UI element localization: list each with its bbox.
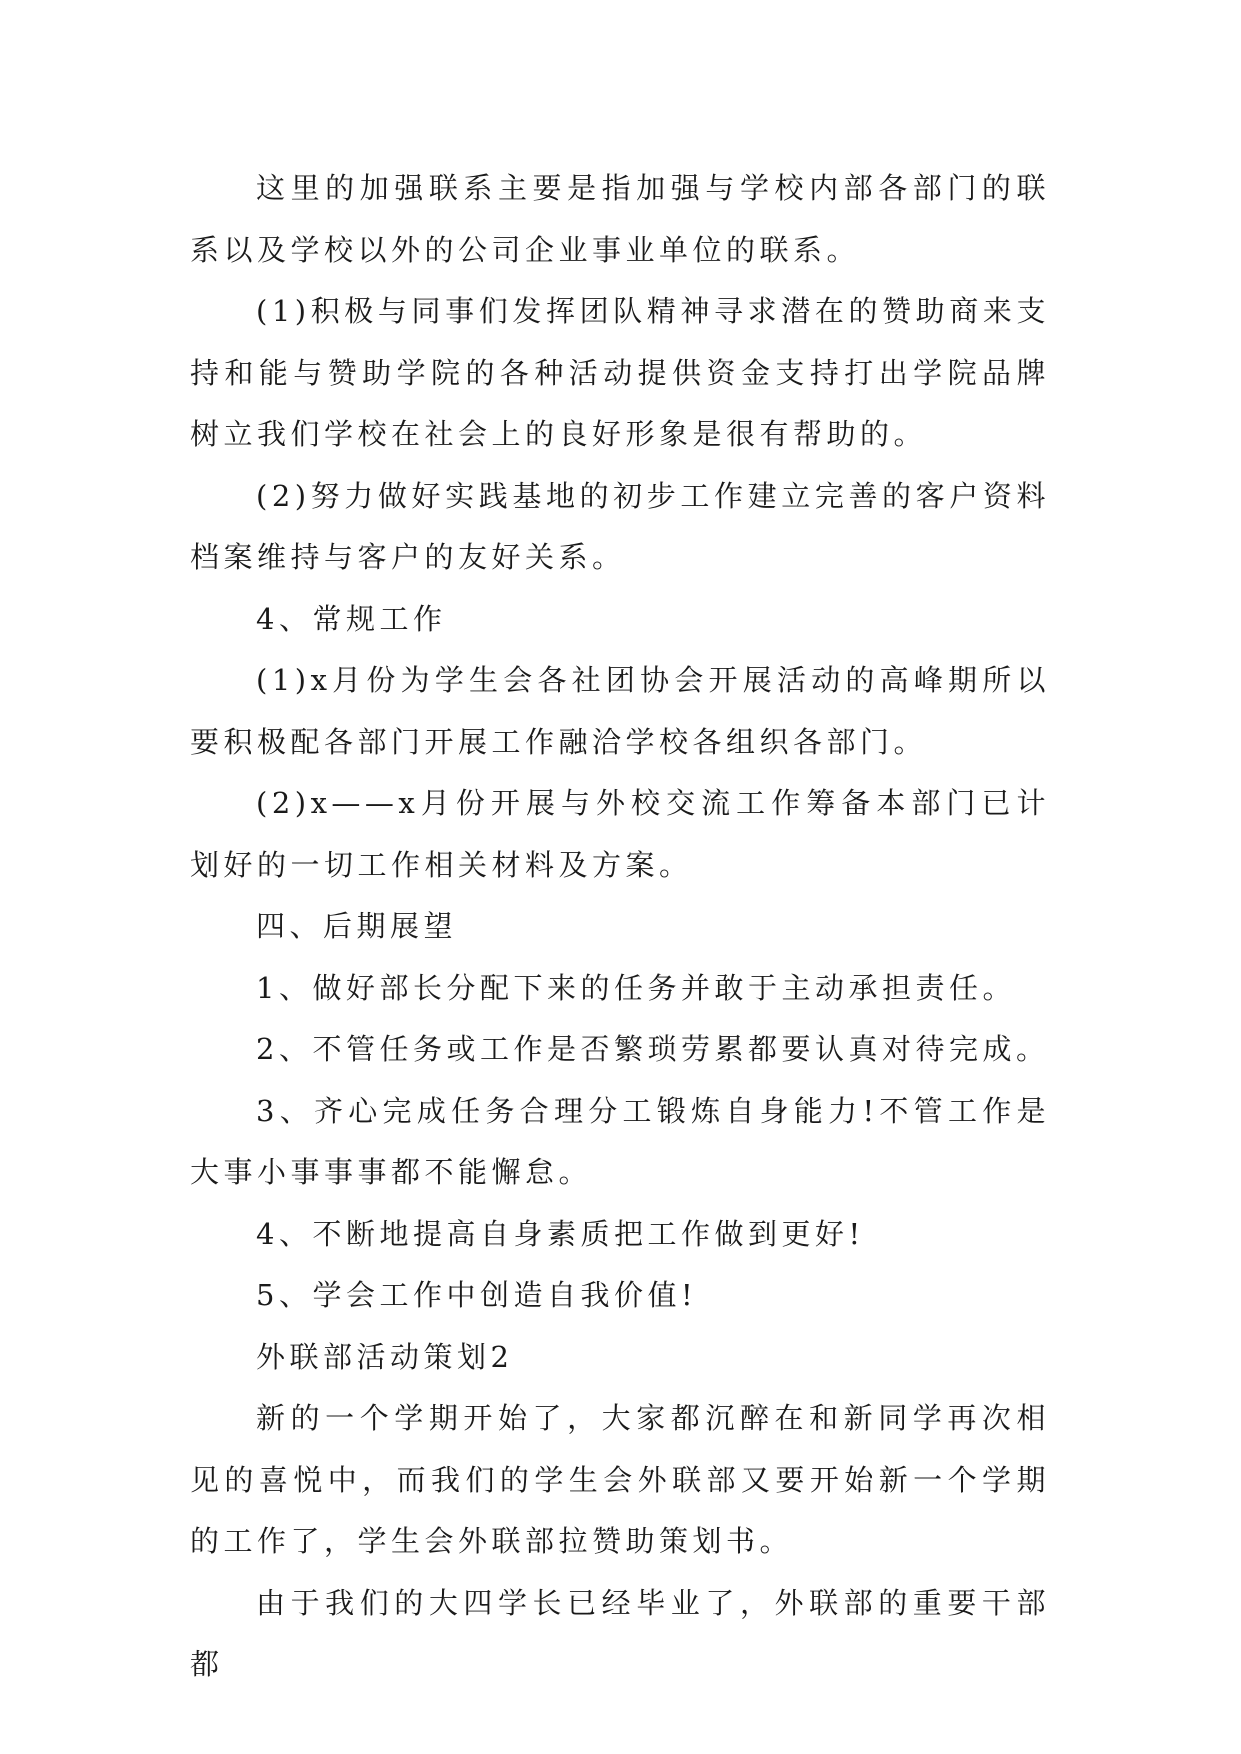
section-heading: 4、常规工作 bbox=[256, 601, 447, 636]
list-item: 5、学会工作中创造自我价值! bbox=[256, 1278, 698, 1312]
paragraph: (2)努力做好实践基地的初步工作建立完善的客户资料档案维持与客户的友好关系。 bbox=[190, 478, 1050, 574]
paragraph: (1)积极与同事们发挥团队精神寻求潜在的赞助商来支持和能与赞助学院的各种活动提供资金支持打出学院品牌树立我们学校在社会上的良好形象是很有帮助的。 bbox=[190, 294, 1050, 451]
section-heading: 四、后期展望 bbox=[256, 909, 458, 943]
paragraph: (2)x——x月份开展与外校交流工作筹备本部门已计划好的一切工作相关材料及方案。 bbox=[190, 786, 1050, 882]
paragraph: 这里的加强联系主要是指加强与学校内部各部门的联系以及学校以外的公司企业事业单位的联系。 bbox=[190, 171, 1050, 267]
paragraph: (1)x月份为学生会各社团协会开展活动的高峰期所以要积极配各部门开展工作融洽学校各组织各部门。 bbox=[190, 663, 1050, 759]
list-item: 4、不断地提高自身素质把工作做到更好! bbox=[256, 1216, 865, 1251]
list-item: 2、不管任务或工作是否繁琐劳累都要认真对待完成。 bbox=[256, 1032, 1050, 1066]
article-title: 外联部活动策划2 bbox=[256, 1339, 514, 1374]
list-item: 3、齐心完成任务合理分工锻炼自身能力!不管工作是大事小事事事都不能懈怠。 bbox=[190, 1093, 1050, 1189]
document-body bbox=[190, 158, 1050, 1696]
paragraph: 新的一个学期开始了，大家都沉醉在和新同学再次相见的喜悦中，而我们的学生会外联部又要开始新一个学期的工作了，学生会外联部拉赞助策划书。 bbox=[190, 1401, 1050, 1558]
list-item: 1、做好部长分配下来的任务并敢于主动承担责任。 bbox=[256, 970, 1016, 1005]
paragraph: 由于我们的大四学长已经毕业了，外联部的重要干部都 bbox=[190, 1585, 1050, 1681]
